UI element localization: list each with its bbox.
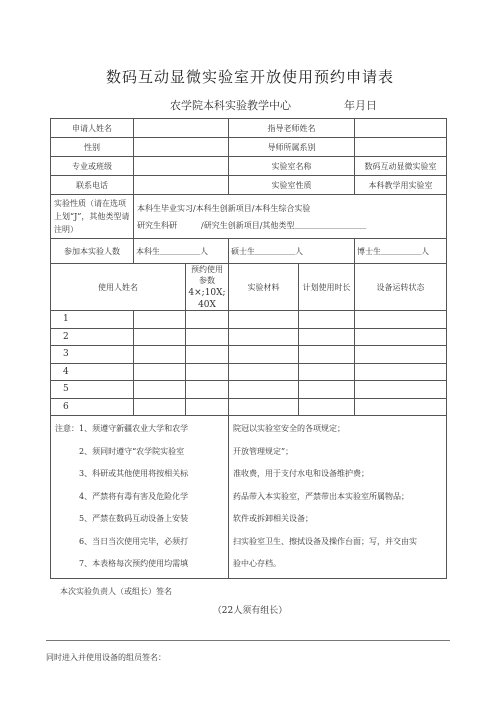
note-line: 6、当日当次使用完毕，必须打 <box>55 536 189 546</box>
params-header-line3: 40X <box>198 300 216 310</box>
usage-cell[interactable] <box>229 381 299 399</box>
row-notes <box>51 416 447 579</box>
divider-line <box>46 640 450 641</box>
usage-cell[interactable] <box>186 328 229 346</box>
note-line: 5、严禁在数码互动设备上安装 <box>55 514 189 523</box>
status-header: 设备运转状态 <box>355 264 447 311</box>
leader-signature-label: 本次实验负责人（或组长）签名 <box>60 587 172 596</box>
major-field[interactable] <box>134 157 229 176</box>
usage-cell[interactable] <box>299 328 355 346</box>
date-label: 年月日 <box>344 99 377 112</box>
note-line: 扫实验室卫生、擦拭设备及操作台面；写，并交由实 <box>233 536 417 546</box>
materials-header: 实验材料 <box>229 264 299 311</box>
row-applicant <box>51 119 447 138</box>
phone-label: 联系电话 <box>51 176 134 195</box>
duration-header: 计划使用时长 <box>299 264 355 311</box>
row-participants <box>51 239 447 264</box>
major-label: 专业或班级 <box>51 157 134 176</box>
usage-row <box>51 311 447 329</box>
advisor-dept-label: 导师所属系别 <box>229 138 355 157</box>
notes-right <box>229 416 447 579</box>
user-name-header: 使用人姓名 <box>51 264 186 311</box>
applicant-name-label: 申请人姓名 <box>51 119 134 138</box>
note-line: 7、本表格每次预约使用均需填 <box>55 559 189 568</box>
usage-cell[interactable] <box>229 328 299 346</box>
advisor-name-field[interactable] <box>355 119 447 138</box>
organization-name: 农学院本科实验教学中心 <box>170 99 291 112</box>
usage-row <box>51 328 447 346</box>
leader-signature-note: （22人须有组长） <box>212 606 288 616</box>
gender-label: 性别 <box>51 138 134 157</box>
form-title: 数码互动显微实验室开放使用预约申请表 <box>105 68 394 86</box>
lab-type-label: 实验室性质 <box>229 176 355 195</box>
usage-row <box>51 398 447 416</box>
undergrad-count[interactable]: 本科生＿＿＿＿＿人 <box>134 239 229 264</box>
usage-cell[interactable] <box>355 363 447 381</box>
usage-cell[interactable] <box>186 363 229 381</box>
usage-cell[interactable] <box>134 398 186 416</box>
note-line: 药品带入本实验室，严禁带出本实验室所属物品； <box>233 491 409 501</box>
phone-field[interactable] <box>134 176 229 195</box>
usage-cell[interactable] <box>186 311 229 329</box>
usage-cell[interactable] <box>355 398 447 416</box>
row-major <box>51 157 447 176</box>
params-header-line2: 4×;10X; <box>188 288 226 298</box>
note-line: 准收费，用于支付水电和设备维护费； <box>233 469 369 478</box>
usage-cell[interactable] <box>299 381 355 399</box>
row-phone <box>51 176 447 195</box>
note-line: 软件或拆卸相关设备； <box>233 514 313 523</box>
usage-cell[interactable] <box>299 363 355 381</box>
params-header <box>186 264 229 311</box>
usage-cell[interactable] <box>229 346 299 364</box>
params-header-line1: 预约使用参数 <box>191 265 223 285</box>
usage-cell[interactable] <box>355 328 447 346</box>
members-signature-label: 同时进入并使用设备的组员签名： <box>46 653 166 662</box>
lab-name-value: 数码互动显微实验室 <box>355 157 447 176</box>
usage-cell[interactable] <box>299 398 355 416</box>
usage-cell[interactable] <box>134 363 186 381</box>
phd-count[interactable]: 博士生＿＿＿＿＿人 <box>355 239 447 264</box>
notes-left <box>51 416 229 579</box>
lab-name-label: 实验室名称 <box>229 157 355 176</box>
usage-cell[interactable] <box>134 328 186 346</box>
usage-cell[interactable] <box>134 381 186 399</box>
participants-label: 参加本实验人数 <box>51 239 134 264</box>
note-line: 2、须同时遵守“农学院实验室 <box>55 446 185 456</box>
usage-cell[interactable] <box>229 398 299 416</box>
advisor-dept-field[interactable] <box>355 138 447 157</box>
nature-label: 实验性质（请在选项上划“J”，其他类型请注明） <box>51 195 134 239</box>
row-nature <box>51 195 447 239</box>
lab-type-value: 本科教学用实验室 <box>355 176 447 195</box>
usage-row-number: 2 <box>51 328 134 346</box>
usage-row-number: 1 <box>51 311 134 329</box>
usage-cell[interactable] <box>229 311 299 329</box>
gender-field[interactable] <box>134 138 229 157</box>
usage-cell[interactable] <box>229 363 299 381</box>
usage-cell[interactable] <box>134 346 186 364</box>
nature-options-line2: 研究生科研 /研究生创新项目/其他类型＿＿＿＿＿＿＿＿＿ <box>137 220 367 230</box>
note-line: 开放管理规定”； <box>233 446 294 456</box>
usage-row-number: 5 <box>51 381 134 399</box>
row-usage-header <box>51 264 447 311</box>
usage-cell[interactable] <box>134 311 186 329</box>
note-line: 注意：1、须遵守新疆农业大学和农学 <box>55 424 189 433</box>
usage-cell[interactable] <box>299 346 355 364</box>
usage-row <box>51 346 447 364</box>
usage-row-number: 3 <box>51 346 134 364</box>
note-line: 院冠以实验室安全的各项规定； <box>233 424 345 433</box>
applicant-name-field[interactable] <box>134 119 229 138</box>
application-table <box>50 118 447 579</box>
note-line: 4、严禁将有毒有害及危险化学 <box>55 491 189 501</box>
advisor-name-label: 指导老师姓名 <box>229 119 355 138</box>
nature-options[interactable] <box>134 195 447 239</box>
usage-cell[interactable] <box>186 346 229 364</box>
usage-row <box>51 381 447 399</box>
usage-cell[interactable] <box>355 381 447 399</box>
note-line: 3、科研或其他使用将按相关标 <box>55 469 189 478</box>
usage-cell[interactable] <box>186 398 229 416</box>
master-count[interactable]: 硕士生＿＿＿＿＿人 <box>229 239 355 264</box>
usage-cell[interactable] <box>355 346 447 364</box>
note-line: 验中心存档。 <box>233 559 281 568</box>
usage-cell[interactable] <box>355 311 447 329</box>
usage-row-number: 4 <box>51 363 134 381</box>
usage-cell[interactable] <box>186 381 229 399</box>
usage-row <box>51 363 447 381</box>
usage-cell[interactable] <box>299 311 355 329</box>
usage-row-number: 6 <box>51 398 134 416</box>
row-gender <box>51 138 447 157</box>
nature-options-line1: 本科生毕业实习/本科生创新项目/本科生综合实验 <box>137 203 311 213</box>
